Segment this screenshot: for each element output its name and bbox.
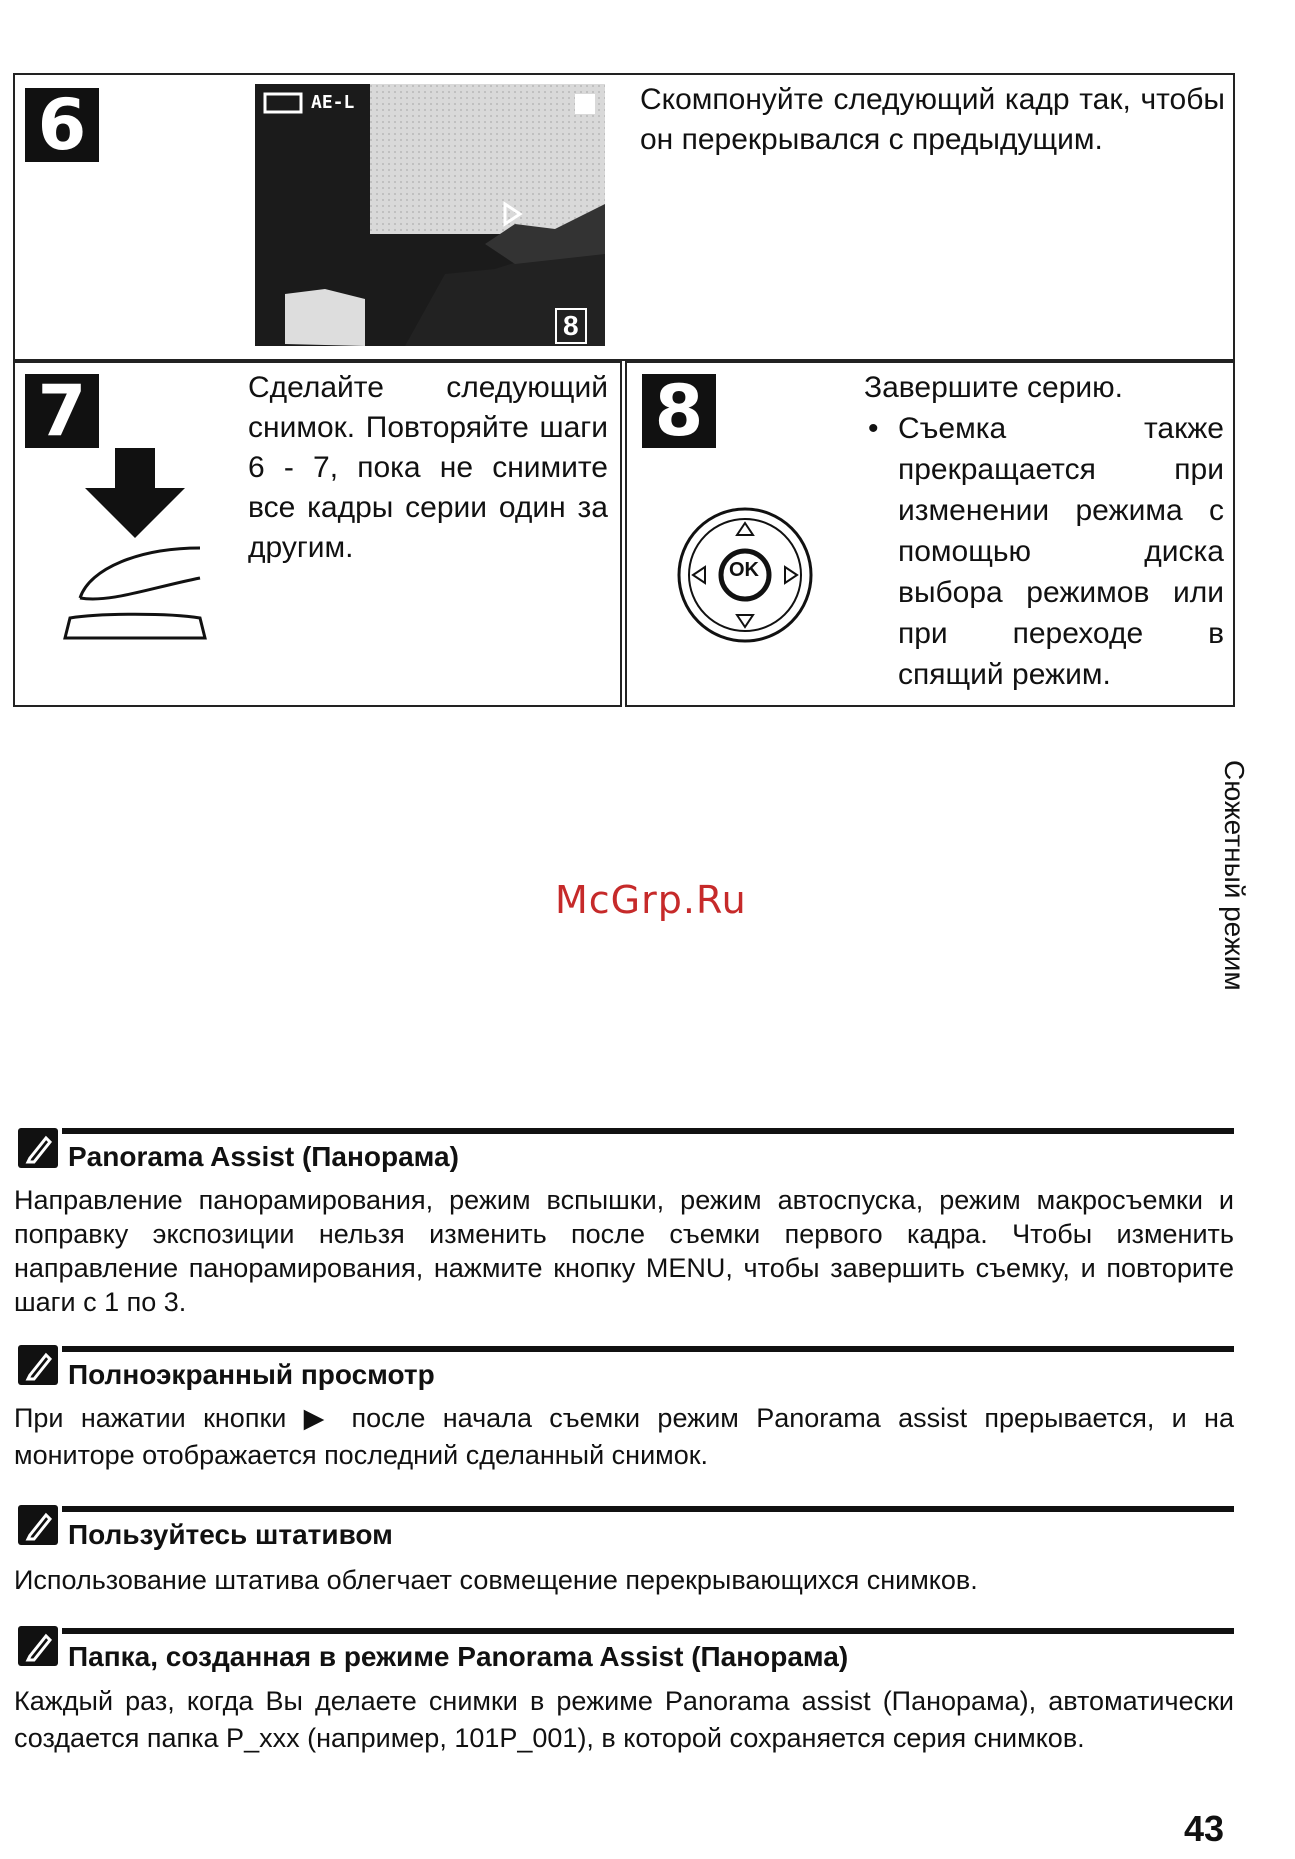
frame-count: 8 bbox=[555, 308, 587, 344]
note-rule bbox=[62, 1128, 1234, 1134]
step7-number: 7 bbox=[25, 374, 99, 448]
note-rule bbox=[62, 1346, 1234, 1352]
note-title: Panorama Assist (Панорама) bbox=[68, 1141, 459, 1172]
left-arrow-icon bbox=[693, 567, 705, 583]
note-title: Пользуйтесь штативом bbox=[68, 1519, 393, 1550]
note-icon bbox=[18, 1505, 58, 1545]
step8-text bbox=[864, 368, 1224, 695]
step7-text: Сделайте следующий снимок. Повторяйте шаги 6 - 7, пока не снимите все кадры серии один за другим. bbox=[248, 371, 608, 564]
watermark: McGrp.Ru bbox=[555, 878, 747, 922]
note-body: Использование штатива облегчает совмещение перекрывающихся снимков. bbox=[14, 1565, 978, 1595]
note-title: Папка, созданная в режиме Panorama Assist (Панорама) bbox=[68, 1641, 849, 1672]
note-title: Полноэкранный просмотр bbox=[68, 1359, 435, 1390]
step6-number: 6 bbox=[25, 88, 99, 162]
down-arrow-icon bbox=[85, 448, 185, 538]
chapter-side-label: Сюжетный режим bbox=[1219, 760, 1250, 991]
note-body: Каждый раз, когда Вы делаете снимки в режиме Panorama assist (Панорама), автоматически создается папка P_xxx (например, 101P_001), в которой сохраняется серия снимков. bbox=[14, 1686, 1234, 1753]
step8-bullet: • Съемка также прекращается при изменении режима с помощью диска выбора режимов или при переходе в спящий режим. bbox=[864, 408, 1224, 695]
note-icon bbox=[18, 1128, 58, 1168]
right-arrow-icon bbox=[785, 567, 797, 583]
note-icon bbox=[18, 1626, 58, 1666]
note-body: Направление панорамирования, режим вспышки, режим автоспуска, режим макросъемки и поправку экспозиции нельзя изменить после съемки первого кадра. Чтобы изменить направление панорамирования, нажмите кнопку MENU, чтобы завершить съемку, и повторите шаги с 1 по 3. bbox=[14, 1185, 1234, 1317]
up-arrow-icon bbox=[737, 523, 753, 535]
note-rule bbox=[62, 1506, 1234, 1512]
step6-text: Скомпонуйте следующий кадр так, чтобы он перекрывался с предыдущим. bbox=[640, 83, 1225, 156]
battery-icon bbox=[575, 94, 595, 114]
shutter-button-icon bbox=[65, 614, 205, 638]
ae-lock-indicator: AE-L bbox=[311, 92, 355, 113]
page-number: 43 bbox=[1184, 1808, 1225, 1849]
note-rule bbox=[62, 1628, 1234, 1634]
step8-number: 8 bbox=[642, 374, 716, 448]
monitor-scene bbox=[255, 84, 605, 346]
ok-label: OK bbox=[729, 559, 759, 581]
note-body: При нажатии кнопки ▶ после начала съемки режим Panorama assist прерывается, и на мониторе отображается последний сделанный снимок. bbox=[14, 1403, 1234, 1470]
down-arrow-icon bbox=[737, 615, 753, 627]
step8-bullets bbox=[864, 408, 1224, 695]
step8-intro: Завершите серию. bbox=[864, 371, 1123, 404]
note-icon bbox=[18, 1345, 58, 1385]
shutter-press-illustration bbox=[60, 448, 210, 648]
camera-monitor-illustration bbox=[255, 84, 605, 346]
panorama-mode-icon bbox=[265, 94, 301, 112]
